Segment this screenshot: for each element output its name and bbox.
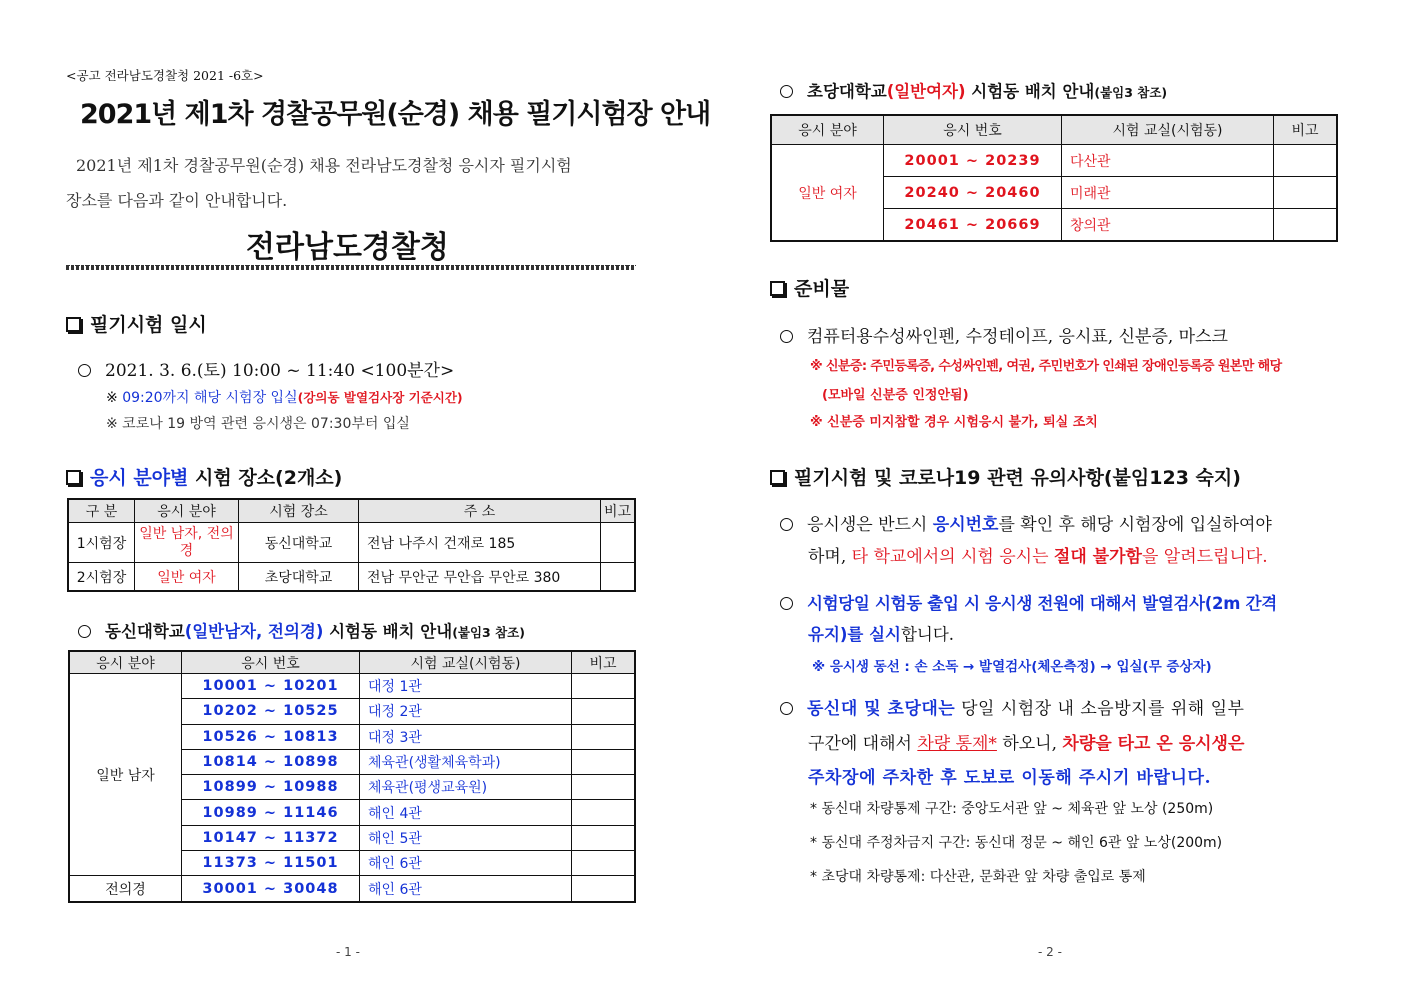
checkbox-square-icon — [66, 317, 81, 332]
precautions-heading: 필기시험 및 코로나19 관련 유의사항(붙임123 숙지) — [770, 463, 1241, 490]
id-note-1b: (모바일 신분증 인정안됨) — [822, 388, 969, 403]
circle-bullet-icon — [780, 597, 793, 610]
room-cell: 해인 5관 — [360, 825, 572, 850]
note-cell — [572, 876, 635, 901]
supplies-heading: 준비물 — [770, 274, 849, 301]
circle-bullet-icon — [78, 625, 91, 638]
circle-bullet-icon — [78, 364, 91, 377]
site-cell: 1시험장 — [69, 523, 135, 563]
page-number: - 2 - — [1038, 945, 1062, 959]
field-group-cell: 전의경 — [70, 876, 182, 901]
range-cell: 10147 ~ 11372 — [182, 825, 360, 850]
table-row — [69, 563, 635, 591]
note-cell — [601, 523, 635, 563]
col-header: 비고 — [1274, 116, 1337, 145]
chodang-assignment-heading: 초당대학교(일반여자) 시험동 배치 안내(붙임3 참조) — [780, 78, 1167, 102]
col-header: 시험 교실(시험동) — [360, 652, 572, 674]
precaution-3-line-2: 구간에 대해서 차량 통제* 하오니, 차량을 타고 온 응시생은 — [808, 734, 1245, 754]
exam-datetime: 2021. 3. 6.(토) 10:00 ~ 11:40 <100분간> — [78, 356, 454, 381]
field-cell: 일반 남자, 전의경 — [135, 523, 239, 563]
dongshin-assignment-heading: 동신대학교(일반남자, 전의경) 시험동 배치 안내(붙임3 참조) — [78, 618, 525, 642]
exam-sites-table — [68, 499, 635, 591]
col-header: 비고 — [601, 500, 635, 523]
room-cell: 창의관 — [1062, 209, 1274, 241]
circle-bullet-icon — [780, 330, 793, 343]
col-header: 응시 번호 — [884, 116, 1062, 145]
room-cell: 체육관(생활체육학과) — [360, 749, 572, 774]
precaution-3-line-1: 동신대 및 초당대는 당일 시험장 내 소음방지를 위해 일부 — [780, 694, 1244, 719]
range-cell: 11373 ~ 11501 — [182, 851, 360, 876]
checkbox-square-icon — [770, 281, 785, 296]
document-title: 2021년 제1차 경찰공무원(순경) 채용 필기시험장 안내 — [80, 99, 711, 130]
field-group-cell: 일반 남자 — [70, 674, 182, 876]
table-row — [69, 523, 635, 563]
site-cell: 2시험장 — [69, 563, 135, 591]
covid-entry-note: ※ 코로나 19 방역 관련 응시생은 07:30부터 입실 — [106, 416, 410, 432]
place-cell: 동신대학교 — [239, 523, 359, 563]
supplies-list: 컴퓨터용수성싸인펜, 수정테이프, 응시표, 신분증, 마스크 — [780, 322, 1228, 347]
room-cell: 대정 1관 — [360, 674, 572, 699]
note-cell — [572, 674, 635, 699]
room-cell: 대정 2관 — [360, 699, 572, 724]
field-group-cell: 일반 여자 — [772, 145, 884, 241]
id-note-1: ※ 신분증: 주민등록증, 수성싸인펜, 여권, 주민번호가 인쇄된 장애인등록증 원본만 해당 — [810, 359, 1282, 374]
chodang-room-table — [771, 115, 1337, 241]
note-cell — [572, 749, 635, 774]
note-cell — [1274, 177, 1337, 209]
note-cell — [1274, 209, 1337, 241]
intro-line-1: 2021년 제1차 경찰공무원(순경) 채용 전라남도경찰청 응시자 필기시험 — [76, 156, 572, 175]
room-cell: 해인 6관 — [360, 876, 572, 901]
precaution-2-route-note: ※ 응시생 동선 : 손 소독 → 발열검사(체온측정) → 입실(무 증상자) — [812, 659, 1212, 675]
address-cell: 전남 무안군 무안읍 무안로 380 — [359, 563, 601, 591]
range-cell: 10526 ~ 10813 — [182, 724, 360, 749]
note-cell — [572, 851, 635, 876]
address-cell: 전남 나주시 건재로 185 — [359, 523, 601, 563]
room-cell: 미래관 — [1062, 177, 1274, 209]
col-header: 비고 — [572, 652, 635, 674]
precaution-3-line-3: 주차장에 주차한 후 도보로 이동해 주시기 바랍니다. — [808, 768, 1212, 788]
precaution-2-line-1: 시험당일 시험동 출입 시 응시생 전원에 대해서 발열검사(2m 간격 — [780, 590, 1277, 614]
circle-bullet-icon — [780, 518, 793, 531]
range-cell: 10989 ~ 11146 — [182, 800, 360, 825]
col-header: 응시 분야 — [70, 652, 182, 674]
note-cell — [601, 563, 635, 591]
room-cell: 해인 6관 — [360, 851, 572, 876]
note-cell — [1274, 145, 1337, 177]
field-cell: 일반 여자 — [135, 563, 239, 591]
col-header: 응시 분야 — [135, 500, 239, 523]
intro-line-2: 장소를 다음과 같이 안내합니다. — [66, 191, 288, 210]
id-note-2: ※ 신분증 미지참할 경우 시험응시 불가, 퇴실 조치 — [810, 415, 1098, 430]
table-row — [772, 145, 1337, 177]
room-cell: 해인 4관 — [360, 800, 572, 825]
note-cell — [572, 724, 635, 749]
range-cell: 20461 ~ 20669 — [884, 209, 1062, 241]
room-cell: 체육관(평생교육원) — [360, 775, 572, 800]
notice-number: <공고 전라남도경찰청 2021 -6호> — [66, 68, 264, 83]
section-exam-date-heading: 필기시험 일시 — [66, 310, 207, 337]
col-header: 구 분 — [69, 500, 135, 523]
note-cell — [572, 699, 635, 724]
room-cell: 다산관 — [1062, 145, 1274, 177]
note-cell — [572, 800, 635, 825]
room-cell: 대정 3관 — [360, 724, 572, 749]
note-cell — [572, 825, 635, 850]
range-cell: 10202 ~ 10525 — [182, 699, 360, 724]
circle-bullet-icon — [780, 702, 793, 715]
divider-line — [66, 265, 636, 270]
checkbox-square-icon — [66, 470, 81, 485]
range-cell: 20001 ~ 20239 — [884, 145, 1062, 177]
page-number: - 1 - — [336, 945, 360, 959]
circle-bullet-icon — [780, 85, 793, 98]
precaution-2-line-2: 유지)를 실시합니다. — [808, 625, 955, 644]
range-cell: 30001 ~ 30048 — [182, 876, 360, 901]
footnote-1: * 동신대 차량통제 구간: 중앙도서관 앞 ~ 체육관 앞 노상 (250m) — [810, 801, 1214, 817]
table-row — [70, 674, 635, 699]
col-header: 시험 교실(시험동) — [1062, 116, 1274, 145]
col-header: 시험 장소 — [239, 500, 359, 523]
precaution-1-line-1: 응시생은 반드시 응시번호를 확인 후 해당 시험장에 입실하여야 — [780, 510, 1272, 535]
table-row — [70, 876, 635, 901]
footnote-3: * 초당대 차량통제: 다산관, 문화관 앞 차량 출입로 통제 — [810, 869, 1146, 885]
range-cell: 10001 ~ 10201 — [182, 674, 360, 699]
col-header: 주 소 — [359, 500, 601, 523]
range-cell: 10899 ~ 10988 — [182, 775, 360, 800]
precaution-1-line-2: 하며, 타 학교에서의 시험 응시는 절대 불가함을 알려드립니다. — [808, 547, 1268, 567]
range-cell: 20240 ~ 20460 — [884, 177, 1062, 209]
checkbox-square-icon — [770, 470, 785, 485]
agency-signature: 전라남도경찰청 — [246, 230, 449, 265]
footnote-2: * 동신대 주정차금지 구간: 동신대 정문 ~ 해인 6관 앞 노상(200m) — [810, 835, 1223, 851]
dongshin-room-table — [69, 651, 635, 902]
col-header: 응시 분야 — [772, 116, 884, 145]
col-header: 응시 번호 — [182, 652, 360, 674]
entry-time-note: ※ 09:20까지 해당 시험장 입실(강의동 발열검사장 기준시간) — [106, 390, 463, 406]
section-exam-sites-heading: 응시 분야별 시험 장소(2개소) — [66, 463, 342, 490]
note-cell — [572, 775, 635, 800]
place-cell: 초당대학교 — [239, 563, 359, 591]
range-cell: 10814 ~ 10898 — [182, 749, 360, 774]
